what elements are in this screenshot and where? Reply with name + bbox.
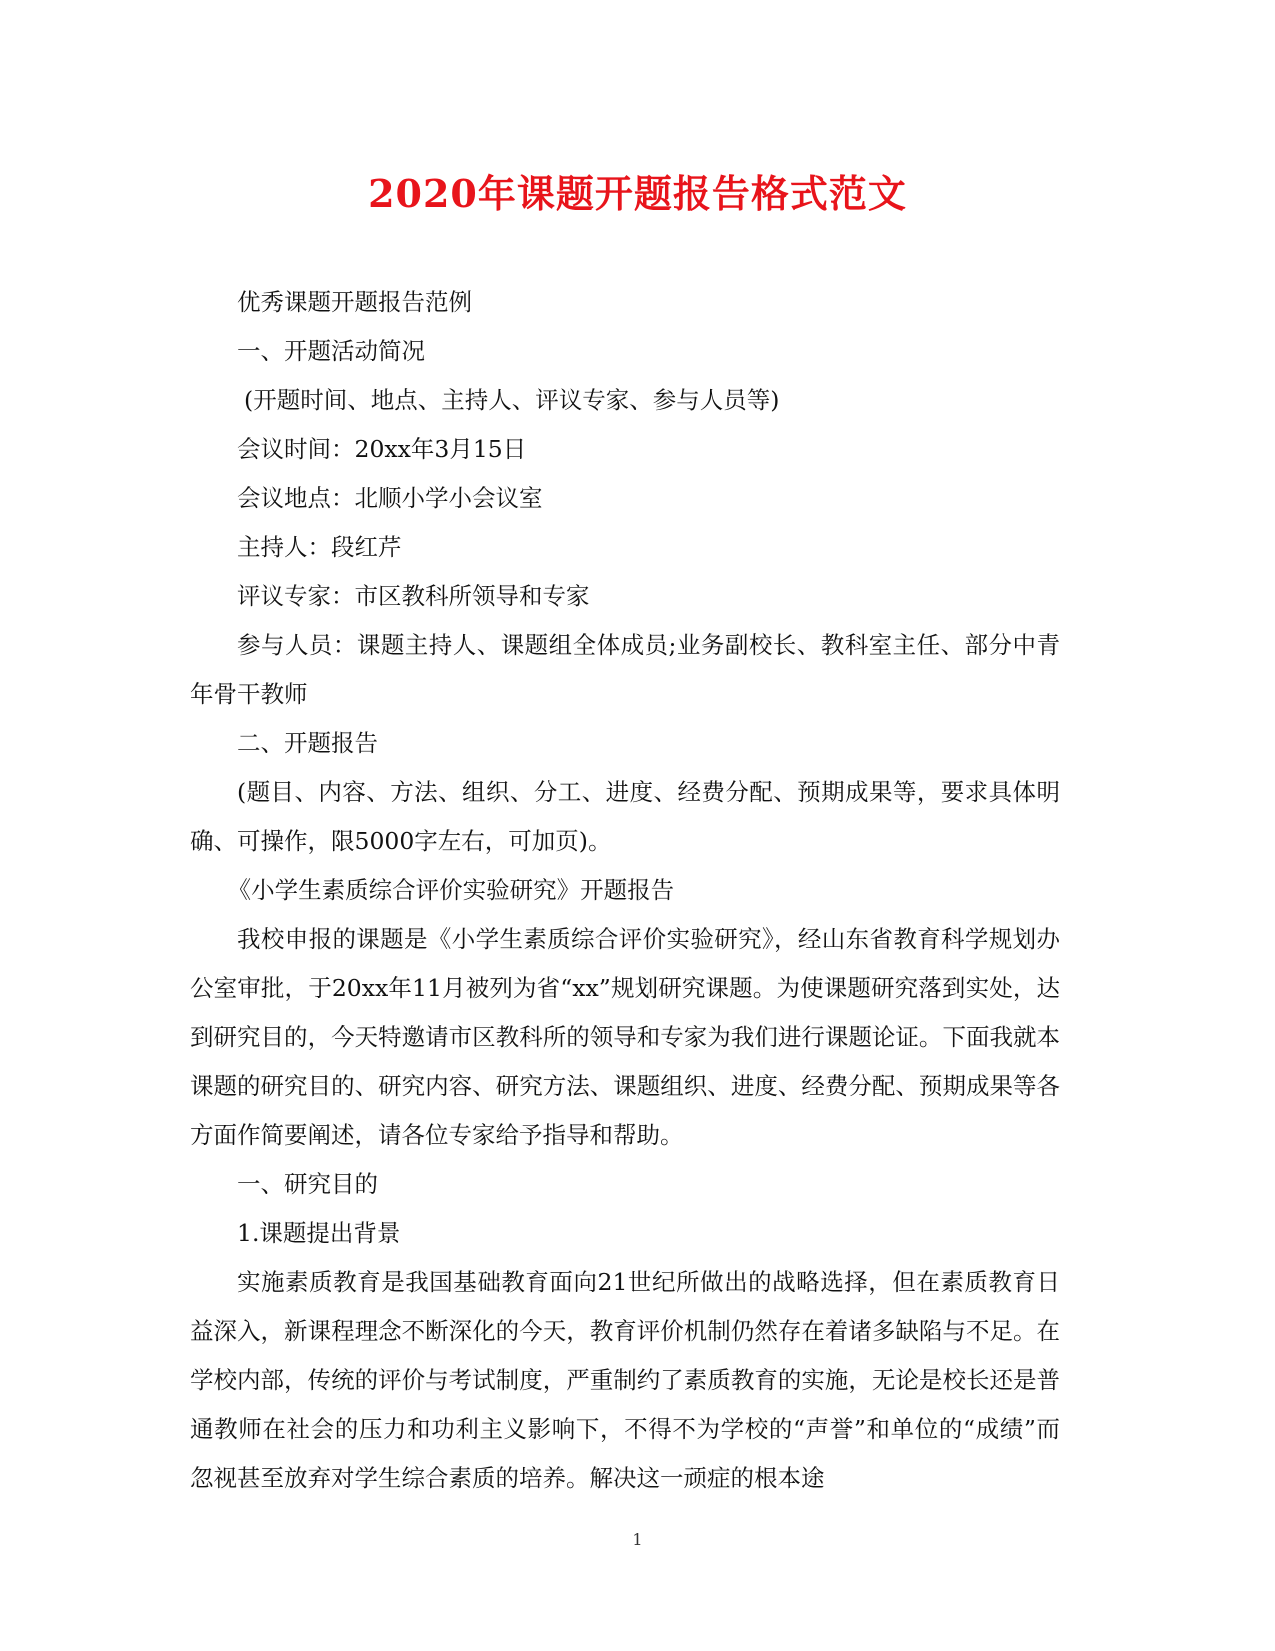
paragraph: (题目、内容、方法、组织、分工、进度、经费分配、预期成果等，要求具体明确、可操作，限5000字左右，可加页)。: [190, 778, 1060, 855]
paragraph: 一、研究目的: [237, 1170, 378, 1198]
paragraph: 实施素质教育是我国基础教育面向21世纪所做出的战略选择，但在素质教育日益深入，新课程理念不断深化的今天，教育评价机制仍然存在着诸多缺陷与不足。在学校内部，传统的评价与考试制度，严重制约了素质教育的实施，无论是校长还是普通教师在社会的压力和功利主义影响下，不得不为学校的“声誉”和单位的“成绩”而忽视甚至放弃对学生综合素质的培养。解决这一顽症的根本途: [190, 1268, 1060, 1492]
paragraph: 1.课题提出背景: [237, 1219, 401, 1247]
paragraph: 会议时间：20xx年3月15日: [237, 435, 527, 463]
document-body: [190, 278, 1060, 1503]
paragraph: 一、开题活动简况: [237, 337, 425, 365]
paragraph: 评议专家：市区教科所领导和专家: [237, 582, 590, 610]
document-title: 2020年课题开题报告格式范文: [368, 171, 907, 216]
paragraph: 主持人：段红芹: [237, 533, 402, 561]
paragraph: 会议地点：北顺小学小会议室: [237, 484, 543, 512]
paragraph: 二、开题报告: [237, 729, 378, 757]
paragraph: 我校申报的课题是《小学生素质综合评价实验研究》，经山东省教育科学规划办公室审批，于20xx年11月被列为省“xx”规划研究课题。为使课题研究落到实处，达到研究目的，今天特邀请市区教科所的领导和专家为我们进行课题论证。下面我就本课题的研究目的、研究内容、研究方法、课题组织、进度、经费分配、预期成果等各方面作简要阐述，请各位专家给予指导和帮助。: [190, 925, 1060, 1149]
paragraph: 优秀课题开题报告范例: [237, 288, 472, 316]
paragraph: 参与人员：课题主持人、课题组全体成员;业务副校长、教科室主任、部分中青年骨干教师: [190, 631, 1060, 708]
page-number: 1: [632, 1530, 643, 1549]
paragraph: 《小学生素质综合评价实验研究》开题报告: [227, 876, 675, 904]
paragraph: (开题时间、地点、主持人、评议专家、参与人员等): [244, 386, 780, 414]
